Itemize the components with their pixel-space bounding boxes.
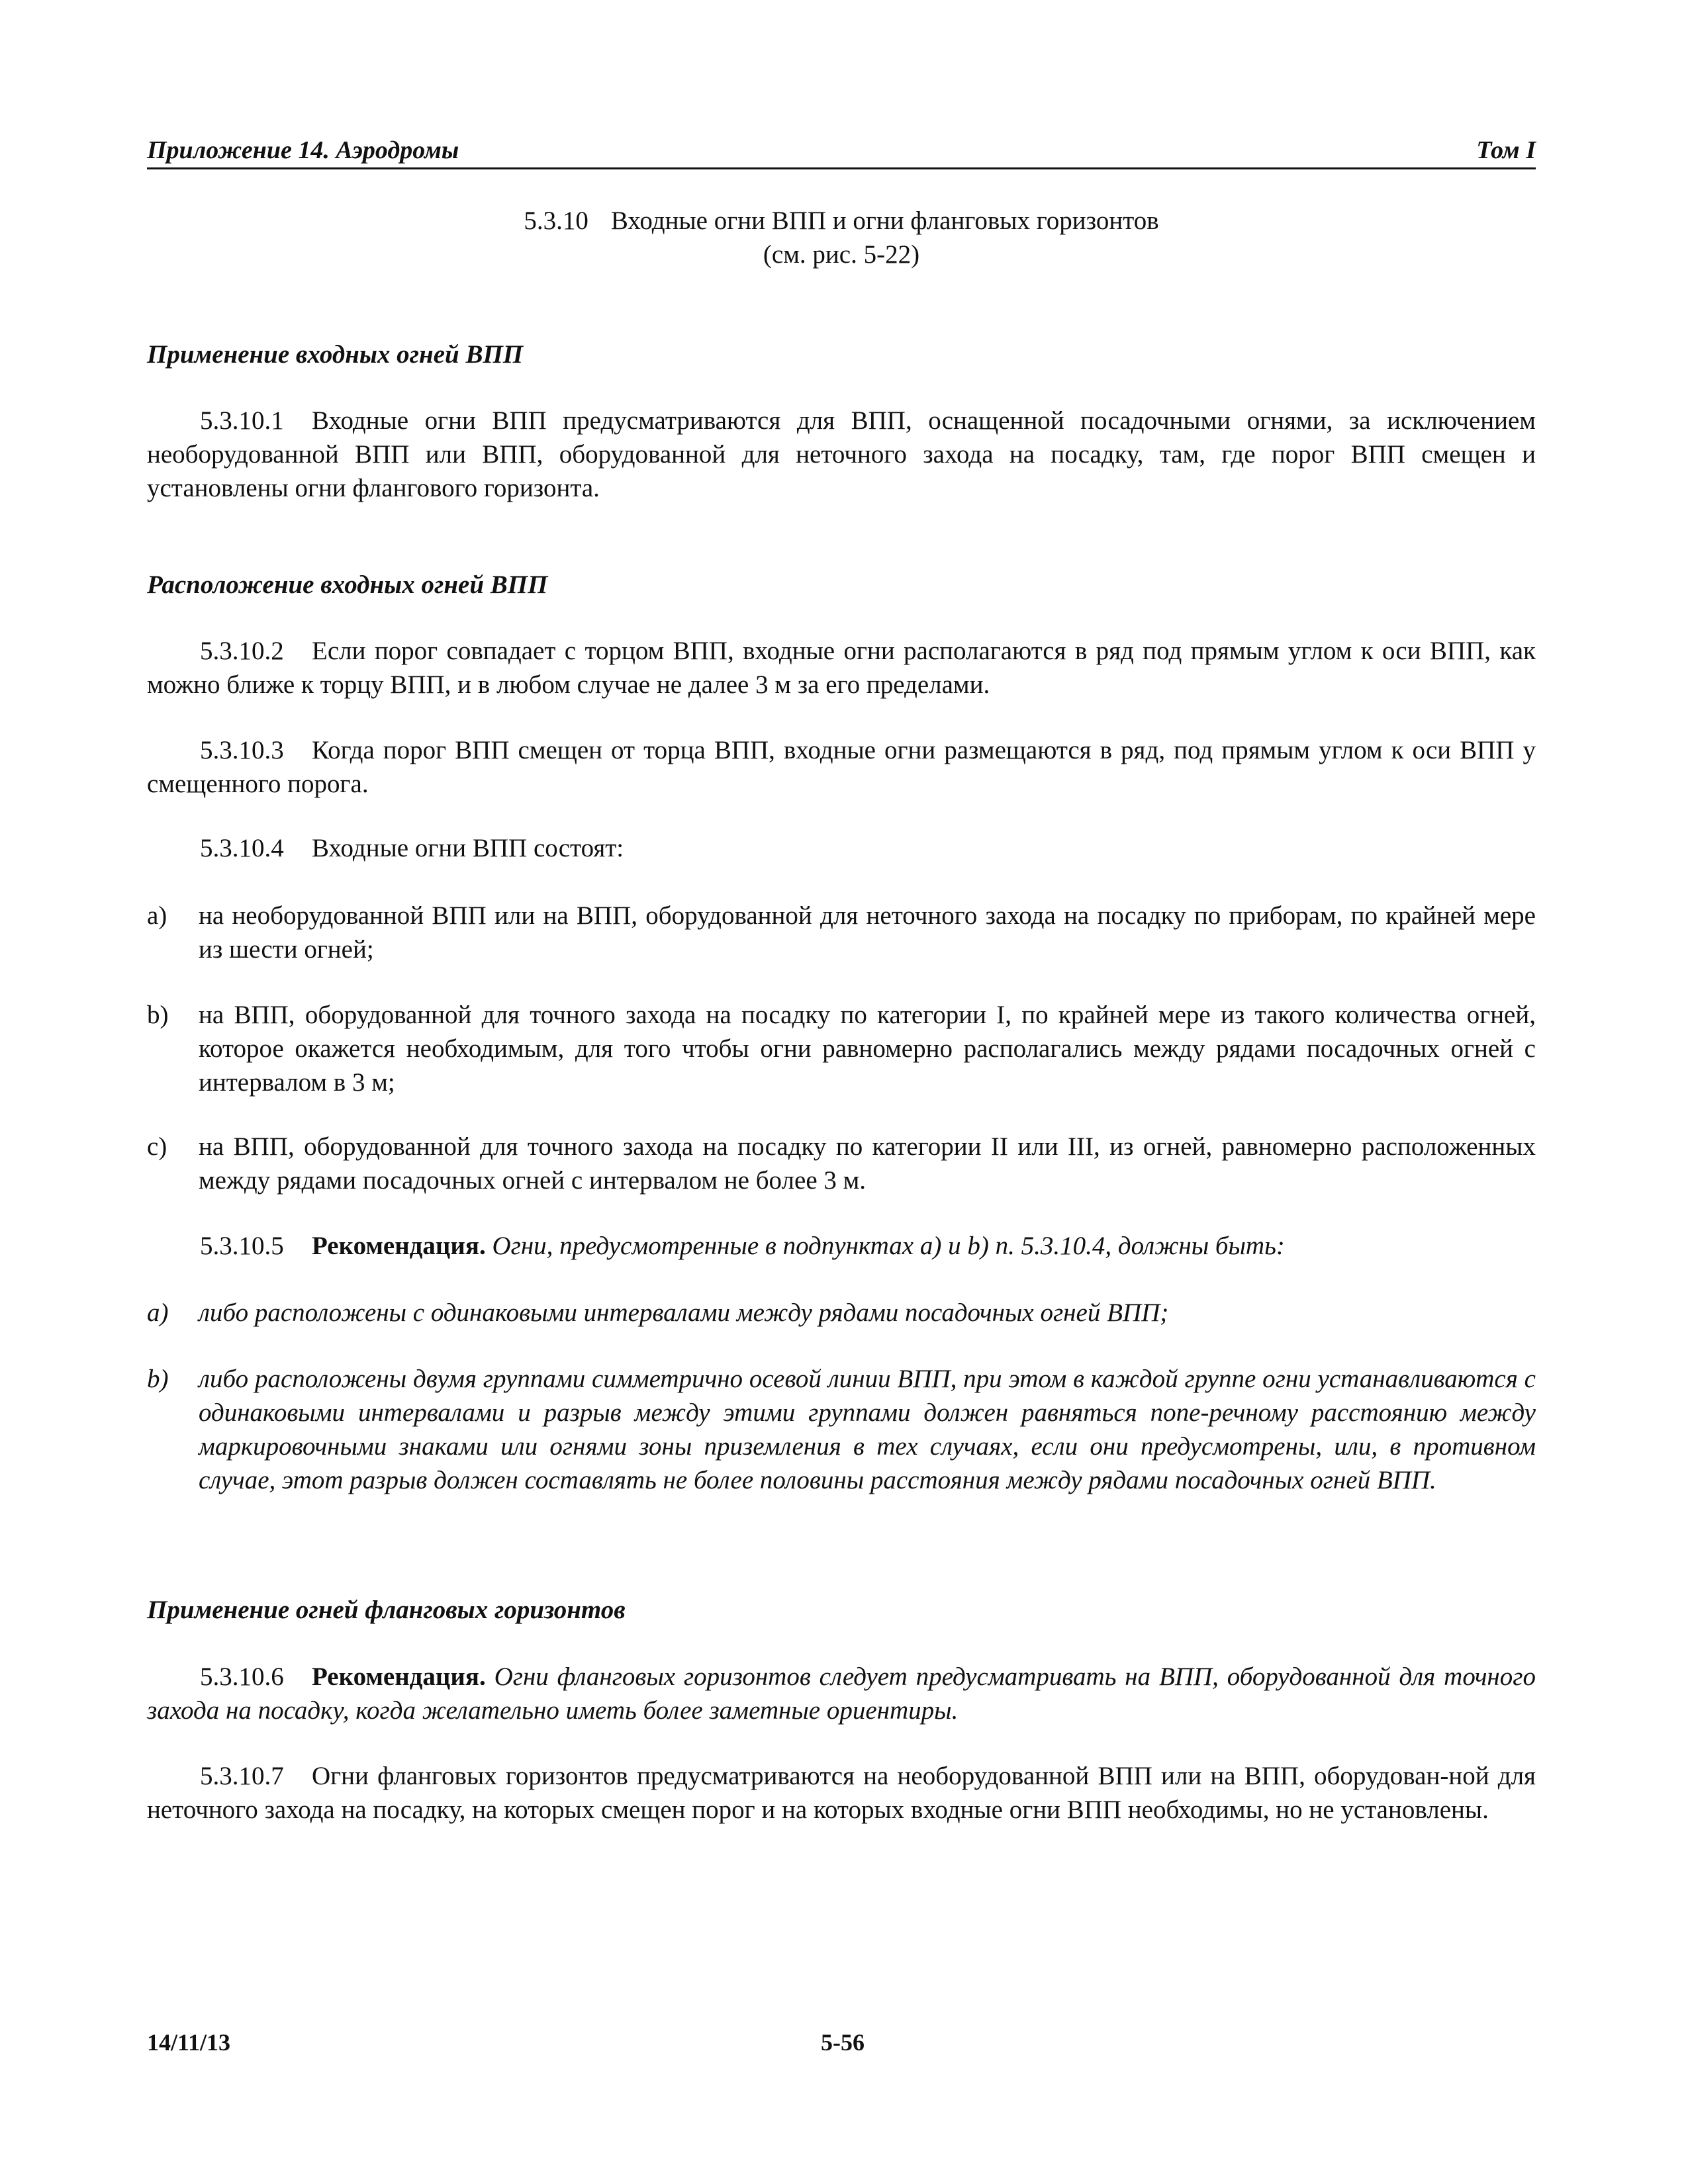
paragraph-text: Огни фланговых горизонтов следует предусматривать на ВПП, оборудованной для точного захода на посадку, когда желательно иметь более заметные ориентиры. bbox=[147, 1662, 1536, 1725]
paragraph-5-3-10-6 bbox=[147, 1660, 1536, 1727]
list-marker: b) bbox=[147, 1365, 169, 1393]
paragraph-number: 5.3.10.6 bbox=[200, 1662, 284, 1691]
list-marker: a) bbox=[147, 1298, 169, 1327]
footer-page-number: 5-56 bbox=[821, 2029, 865, 2056]
paragraph-text: Огни, предусмотренные в подпунктах a) и b) п. 5.3.10.4, должны быть: bbox=[492, 1232, 1285, 1260]
section-figure-ref: (см. рис. 5-22) bbox=[763, 240, 920, 269]
heading-application: Применение входных огней ВПП bbox=[147, 340, 524, 369]
list-item bbox=[147, 1296, 1536, 1330]
list-item bbox=[147, 998, 1536, 1099]
section-title bbox=[147, 204, 1536, 271]
list-marker: a) bbox=[147, 901, 167, 930]
list-marker: c) bbox=[147, 1132, 167, 1161]
paragraph-text: Входные огни ВПП предусматриваются для ВПП, оснащенной посадочными огнями, за исключением необорудованной ВПП или ВПП, оборудованной для неточного захода на посадку, там, где порог ВПП смещен и установлены огни флангового горизонта. bbox=[147, 406, 1536, 502]
recommendation-label: Рекомендация. bbox=[312, 1232, 486, 1260]
list-item-text: на ВПП, оборудованной для точного захода на посадку по категории II или III, из огней, равномерно расположенных между рядами посадочных огней с интервалом не более 3 м. bbox=[199, 1132, 1536, 1195]
list-item bbox=[147, 1362, 1536, 1497]
running-header-volume: Том I bbox=[1476, 136, 1536, 164]
paragraph-number: 5.3.10.7 bbox=[200, 1762, 284, 1790]
section-number: 5.3.10 bbox=[524, 206, 588, 235]
section-title-text: Входные огни ВПП и огни фланговых горизонтов bbox=[610, 206, 1159, 235]
header-rule bbox=[147, 167, 1536, 169]
list-item bbox=[147, 899, 1536, 966]
paragraph-text: Когда порог ВПП смещен от торца ВПП, входные огни размещаются в ряд, под прямым углом к оси ВПП у смещенного порога. bbox=[147, 736, 1536, 798]
paragraph-number: 5.3.10.4 bbox=[200, 834, 284, 862]
list-item-text: либо расположены двумя группами симметрично осевой линии ВПП, при этом в каждой группе огни устанавливаются с одинаковыми интервалами и разрыв между этими группами должен равняться попе-речному расстоянию между маркировочными знаками или огнями зоны приземления в тех случаях, если они предусмотрены, или, в противном случае, этот разрыв должен составлять не более половины расстояния между рядами посадочных огней ВПП. bbox=[199, 1365, 1536, 1494]
paragraph-5-3-10-1 bbox=[147, 404, 1536, 505]
heading-location: Расположение входных огней ВПП bbox=[147, 570, 548, 599]
paragraph-number: 5.3.10.2 bbox=[200, 637, 284, 665]
list-marker: b) bbox=[147, 1001, 169, 1029]
paragraph-text: Если порог совпадает с торцом ВПП, входные огни располагаются в ряд под прямым углом к оси ВПП, как можно ближе к торцу ВПП, и в любом случае не далее 3 м за его пределами. bbox=[147, 637, 1536, 699]
list-item-text: либо расположены с одинаковыми интервалами между рядами посадочных огней ВПП; bbox=[199, 1298, 1169, 1327]
paragraph-5-3-10-2 bbox=[147, 634, 1536, 702]
paragraph-number: 5.3.10.3 bbox=[200, 736, 284, 764]
paragraph-5-3-10-5 bbox=[147, 1229, 1536, 1263]
paragraph-5-3-10-4 bbox=[147, 831, 1536, 865]
footer-date: 14/11/13 bbox=[147, 2029, 231, 2056]
paragraph-text: Огни фланговых горизонтов предусматриваются на необорудованной ВПП или на ВПП, оборудован-ной для неточного захода на посадку, на которых смещен порог и на которых входные огни ВПП необходимы, но не установлены. bbox=[147, 1762, 1536, 1824]
list-item-text: на необорудованной ВПП или на ВПП, оборудованной для неточного захода на посадку по приборам, по крайней мере из шести огней; bbox=[199, 901, 1536, 964]
running-header-title: Приложение 14. Аэродромы bbox=[147, 136, 459, 164]
recommendation-label: Рекомендация. bbox=[312, 1662, 486, 1691]
list-item bbox=[147, 1130, 1536, 1197]
paragraph-text: Входные огни ВПП состоят: bbox=[312, 834, 624, 862]
list-item-text: на ВПП, оборудованной для точного захода на посадку по категории I, по крайней мере из такого количества огней, которое окажется необходимым, для того чтобы огни равномерно располагались между рядами посадочных огней с интервалом в 3 м; bbox=[199, 1001, 1536, 1097]
heading-flank-horizons: Применение огней фланговых горизонтов bbox=[147, 1596, 626, 1624]
paragraph-number: 5.3.10.5 bbox=[200, 1232, 284, 1260]
paragraph-5-3-10-7 bbox=[147, 1759, 1536, 1827]
paragraph-5-3-10-3 bbox=[147, 733, 1536, 801]
paragraph-number: 5.3.10.1 bbox=[200, 406, 284, 435]
